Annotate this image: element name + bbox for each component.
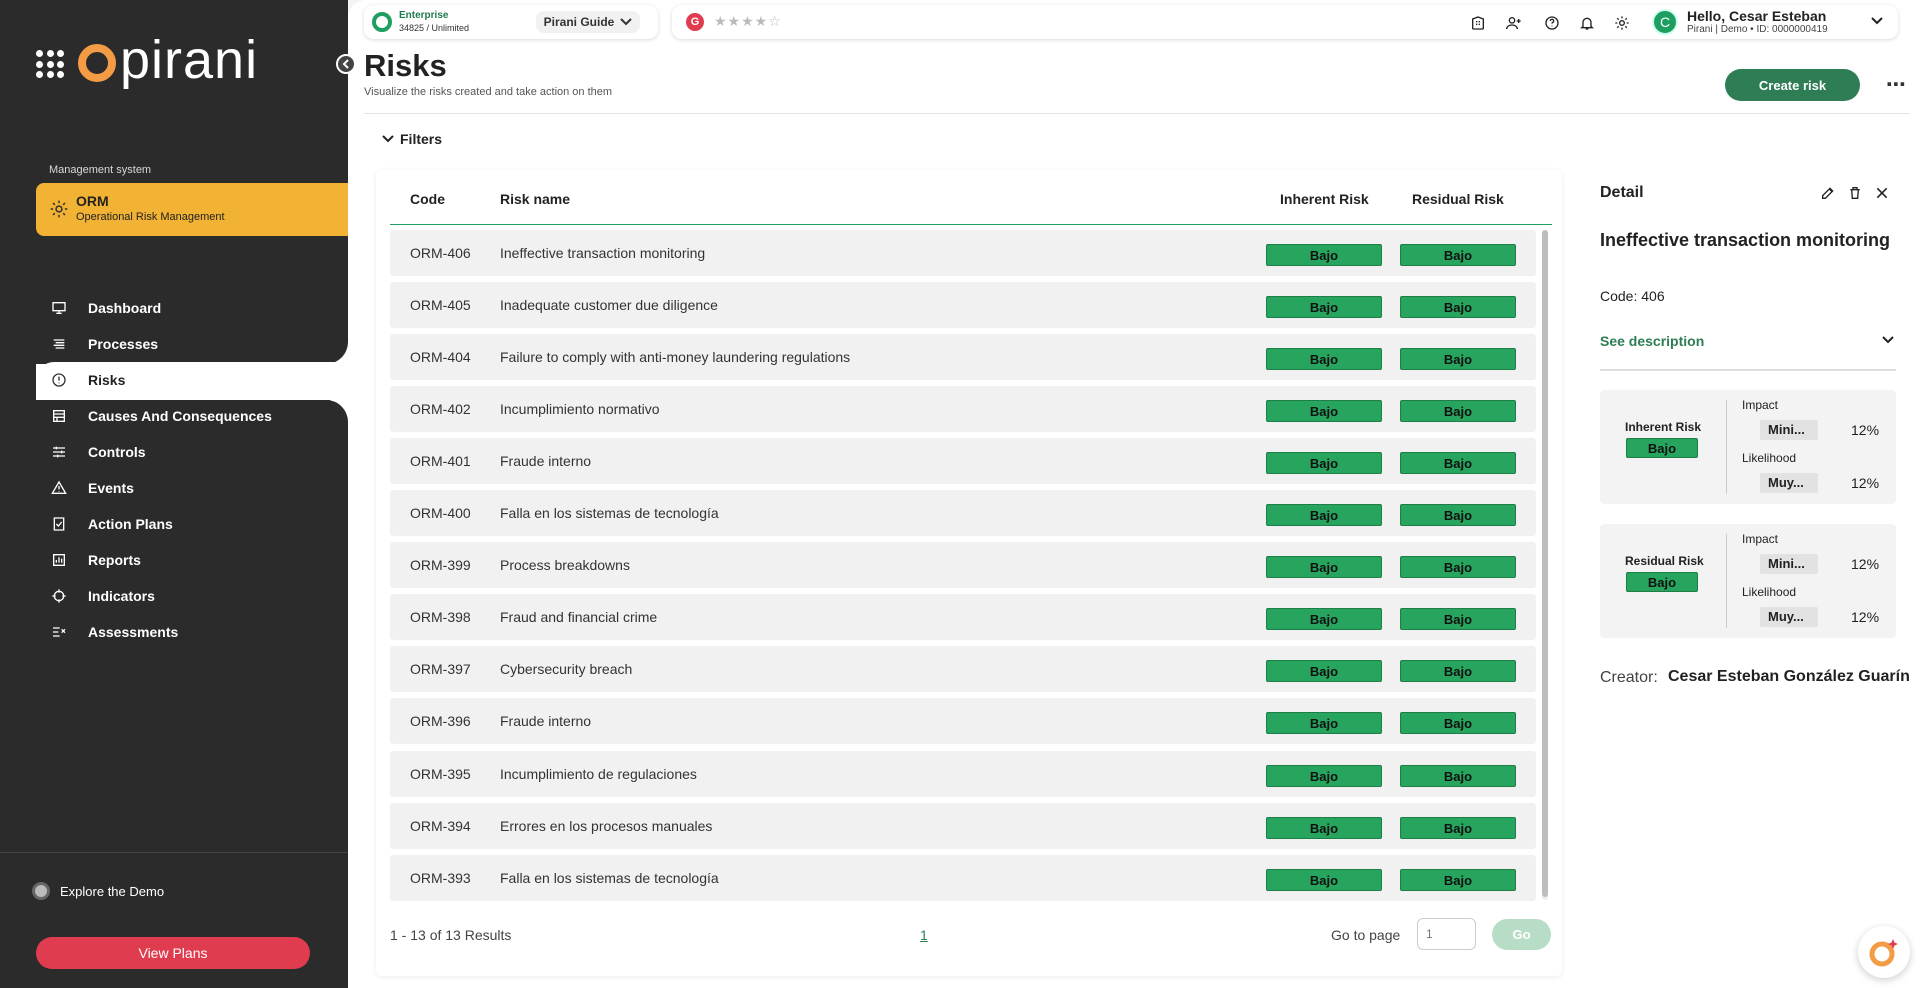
logo-text: pirani bbox=[120, 30, 259, 90]
help-icon[interactable] bbox=[1543, 14, 1561, 32]
row-risk-name: Incumplimiento de regulaciones bbox=[500, 766, 697, 782]
demo-toggle-icon bbox=[32, 882, 50, 900]
assistant-chat-button[interactable] bbox=[1858, 926, 1910, 978]
create-risk-button[interactable]: Create risk bbox=[1725, 69, 1860, 101]
inherent-risk-badge: Bajo bbox=[1266, 765, 1382, 787]
row-code: ORM-405 bbox=[410, 297, 471, 313]
impact-value: Mini... bbox=[1760, 420, 1818, 440]
assessment-icon bbox=[50, 623, 68, 641]
top-toolbar bbox=[672, 5, 1898, 39]
sidebar-divider bbox=[0, 852, 348, 853]
go-to-page-input[interactable] bbox=[1417, 918, 1476, 950]
residual-risk-summary bbox=[1600, 524, 1896, 638]
collapse-sidebar-button[interactable] bbox=[336, 54, 356, 74]
row-risk-name: Cybersecurity breach bbox=[500, 661, 633, 677]
module-selector[interactable] bbox=[36, 183, 348, 236]
list-icon bbox=[50, 335, 68, 353]
table-row[interactable] bbox=[390, 594, 1536, 640]
summary-divider bbox=[1726, 534, 1727, 628]
sidebar-item-label: Processes bbox=[88, 336, 159, 352]
checklist-icon bbox=[50, 515, 68, 533]
likelihood-label: Likelihood bbox=[1742, 585, 1797, 599]
inherent-risk-badge: Bajo bbox=[1266, 817, 1382, 839]
table-row[interactable] bbox=[390, 803, 1536, 849]
impact-percent: 12% bbox=[1851, 422, 1880, 438]
user-greeting: Hello, Cesar Esteban bbox=[1687, 8, 1827, 24]
inherent-risk-level-badge: Bajo bbox=[1626, 438, 1698, 458]
management-system-label: Management system bbox=[49, 164, 152, 176]
sliders-icon bbox=[50, 443, 68, 461]
plan-progress-icon bbox=[372, 12, 392, 32]
row-risk-name: Failure to comply with anti-money laundering regulations bbox=[500, 349, 851, 365]
summary-divider bbox=[1726, 400, 1727, 494]
residual-risk-badge: Bajo bbox=[1400, 660, 1516, 682]
inherent-risk-badge: Bajo bbox=[1266, 869, 1382, 891]
column-header-residual-risk[interactable]: Residual Risk bbox=[1412, 191, 1504, 207]
residual-risk-badge: Bajo bbox=[1400, 296, 1516, 318]
row-code: ORM-399 bbox=[410, 557, 471, 573]
residual-risk-badge: Bajo bbox=[1400, 712, 1516, 734]
column-header-inherent-risk[interactable]: Inherent Risk bbox=[1280, 191, 1369, 207]
residual-risk-level-badge: Bajo bbox=[1626, 572, 1698, 592]
residual-risk-badge: Bajo bbox=[1400, 817, 1516, 839]
edit-icon[interactable] bbox=[1820, 185, 1836, 201]
residual-risk-badge: Bajo bbox=[1400, 452, 1516, 474]
explore-demo-label: Explore the Demo bbox=[60, 883, 165, 899]
pagination-page[interactable]: 1 bbox=[920, 927, 928, 943]
inherent-risk-label: Inherent Risk bbox=[1625, 420, 1702, 434]
inherent-risk-badge: Bajo bbox=[1266, 660, 1382, 682]
sidebar-item-controls[interactable] bbox=[0, 434, 348, 470]
row-code: ORM-394 bbox=[410, 818, 471, 834]
inherent-risk-badge: Bajo bbox=[1266, 556, 1382, 578]
row-risk-name: Falla en los sistemas de tecnología bbox=[500, 870, 719, 886]
monitor-icon bbox=[50, 299, 68, 317]
residual-risk-badge: Bajo bbox=[1400, 400, 1516, 422]
chart-icon bbox=[50, 551, 68, 569]
warning-triangle-icon bbox=[50, 479, 68, 497]
page-subtitle: Visualize the risks created and take action on them bbox=[364, 86, 613, 98]
sidebar-item-action-plans[interactable] bbox=[0, 506, 348, 542]
inherent-risk-summary bbox=[1600, 390, 1896, 504]
residual-risk-badge: Bajo bbox=[1400, 504, 1516, 526]
row-code: ORM-404 bbox=[410, 349, 471, 365]
table-row[interactable] bbox=[390, 490, 1536, 536]
column-header-code[interactable]: Code bbox=[410, 191, 445, 207]
sidebar-item-events[interactable] bbox=[0, 470, 348, 506]
sidebar-item-causes[interactable] bbox=[0, 398, 348, 434]
assistant-icon bbox=[1867, 935, 1901, 969]
sidebar-item-label: Causes And Consequences bbox=[88, 408, 272, 424]
residual-risk-badge: Bajo bbox=[1400, 244, 1516, 266]
likelihood-percent: 12% bbox=[1851, 475, 1880, 491]
residual-risk-badge: Bajo bbox=[1400, 869, 1516, 891]
sidebar-item-indicators[interactable] bbox=[0, 578, 348, 614]
residual-risk-badge: Bajo bbox=[1400, 348, 1516, 370]
inherent-risk-badge: Bajo bbox=[1266, 504, 1382, 526]
plan-name: Enterprise bbox=[399, 10, 449, 21]
row-code: ORM-401 bbox=[410, 453, 471, 469]
row-code: ORM-397 bbox=[410, 661, 471, 677]
creator-name: Cesar Esteban González Guarín bbox=[1668, 668, 1910, 685]
sidebar-item-label: Risks bbox=[88, 372, 126, 388]
row-risk-name: Incumplimiento normativo bbox=[500, 401, 660, 417]
page-title: Risks bbox=[364, 48, 447, 83]
likelihood-label: Likelihood bbox=[1742, 451, 1797, 465]
sidebar-item-processes[interactable] bbox=[0, 326, 348, 362]
residual-risk-badge: Bajo bbox=[1400, 608, 1516, 630]
see-description-toggle[interactable]: See description bbox=[1600, 333, 1705, 349]
sidebar-item-label: Action Plans bbox=[88, 516, 173, 532]
sidebar-item-label: Reports bbox=[88, 552, 141, 568]
sidebar-item-label: Events bbox=[88, 480, 134, 496]
go-to-page-label: Go to page bbox=[1331, 927, 1401, 943]
module-subtitle: Operational Risk Management bbox=[76, 211, 225, 223]
sidebar bbox=[0, 0, 348, 988]
residual-risk-label: Residual Risk bbox=[1625, 554, 1704, 568]
detail-code: Code: 406 bbox=[1600, 288, 1665, 304]
chevron-down-icon[interactable] bbox=[1882, 336, 1894, 344]
row-code: ORM-395 bbox=[410, 766, 471, 782]
inherent-risk-badge: Bajo bbox=[1266, 296, 1382, 318]
sidebar-item-label: Controls bbox=[88, 444, 146, 460]
crosshair-icon bbox=[50, 587, 68, 605]
table-row[interactable] bbox=[390, 698, 1536, 744]
gear-icon bbox=[49, 199, 69, 219]
table-row[interactable] bbox=[390, 751, 1536, 797]
row-risk-name: Ineffective transaction monitoring bbox=[500, 245, 706, 261]
sidebar-item-label: Assessments bbox=[88, 624, 179, 640]
row-code: ORM-398 bbox=[410, 609, 471, 625]
table-body bbox=[390, 230, 1536, 902]
plan-usage: 34825 / Unlimited bbox=[399, 23, 470, 33]
apps-grid-icon[interactable] bbox=[36, 50, 64, 78]
sidebar-item-label: Dashboard bbox=[88, 300, 162, 316]
settings-gear-icon[interactable] bbox=[1613, 14, 1631, 32]
detail-heading: Detail bbox=[1600, 184, 1644, 201]
impact-percent: 12% bbox=[1851, 556, 1880, 572]
likelihood-value: Muy... bbox=[1760, 607, 1818, 627]
avatar[interactable]: C bbox=[1652, 9, 1678, 35]
sidebar-item-risks[interactable] bbox=[36, 362, 348, 398]
g2-review-icon[interactable]: G bbox=[686, 13, 704, 31]
row-risk-name: Fraud and financial crime bbox=[500, 609, 658, 625]
likelihood-percent: 12% bbox=[1851, 609, 1880, 625]
sidebar-nav bbox=[0, 290, 348, 650]
row-risk-name: Errores en los procesos manuales bbox=[500, 818, 713, 834]
row-risk-name: Process breakdowns bbox=[500, 557, 630, 573]
creator-label: Creator: bbox=[1600, 669, 1658, 686]
table-row[interactable] bbox=[390, 438, 1536, 484]
logo-ring-icon bbox=[78, 44, 116, 82]
add-user-icon[interactable] bbox=[1505, 14, 1523, 32]
chevron-left-icon bbox=[342, 59, 350, 69]
inherent-risk-badge: Bajo bbox=[1266, 452, 1382, 474]
impact-label: Impact bbox=[1742, 532, 1779, 546]
sidebar-item-reports[interactable] bbox=[0, 542, 348, 578]
results-count: 1 - 13 of 13 Results bbox=[390, 927, 512, 943]
bell-icon[interactable] bbox=[1578, 14, 1596, 32]
close-icon[interactable] bbox=[1874, 185, 1890, 201]
row-code: ORM-393 bbox=[410, 870, 471, 886]
detail-risk-name: Ineffective transaction monitoring bbox=[1600, 230, 1891, 250]
table-scrollbar-thumb[interactable] bbox=[1542, 230, 1548, 897]
residual-risk-badge: Bajo bbox=[1400, 556, 1516, 578]
user-details: Pirani | Demo • ID: 0000000419 bbox=[1687, 24, 1828, 35]
row-risk-name: Inadequate customer due diligence bbox=[500, 297, 718, 313]
view-plans-button[interactable]: View Plans bbox=[36, 937, 310, 969]
inherent-risk-badge: Bajo bbox=[1266, 608, 1382, 630]
inherent-risk-badge: Bajo bbox=[1266, 348, 1382, 370]
alert-circle-icon bbox=[50, 371, 68, 389]
impact-value: Mini... bbox=[1760, 554, 1818, 574]
pirani-logo bbox=[78, 30, 258, 90]
row-risk-name: Fraude interno bbox=[500, 713, 592, 729]
table-row[interactable] bbox=[390, 230, 1536, 276]
table-row[interactable] bbox=[390, 542, 1536, 588]
user-menu-chevron-icon[interactable] bbox=[1870, 14, 1884, 28]
inherent-risk-badge: Bajo bbox=[1266, 244, 1382, 266]
pirani-guide-dropdown[interactable] bbox=[536, 11, 640, 33]
table-header-underline bbox=[390, 224, 1552, 225]
inherent-risk-badge: Bajo bbox=[1266, 712, 1382, 734]
go-button[interactable]: Go bbox=[1492, 919, 1551, 950]
description-divider bbox=[1600, 369, 1896, 371]
table-row[interactable] bbox=[390, 855, 1536, 901]
filters-label: Filters bbox=[400, 131, 443, 147]
sidebar-item-assessments[interactable] bbox=[0, 614, 348, 650]
table-row[interactable] bbox=[390, 334, 1536, 380]
impact-label: Impact bbox=[1742, 398, 1779, 412]
plan-bar bbox=[364, 5, 658, 39]
sidebar-item-dashboard[interactable] bbox=[0, 290, 348, 326]
row-risk-name: Falla en los sistemas de tecnología bbox=[500, 505, 719, 521]
table-row[interactable] bbox=[390, 646, 1536, 692]
table-row[interactable] bbox=[390, 282, 1536, 328]
module-title: ORM bbox=[76, 193, 109, 209]
header-divider bbox=[364, 113, 1910, 114]
filters-toggle[interactable] bbox=[382, 131, 442, 147]
sidebar-item-label: Indicators bbox=[88, 588, 155, 604]
row-code: ORM-400 bbox=[410, 505, 471, 521]
causes-icon bbox=[50, 407, 68, 425]
chevron-down-icon bbox=[620, 18, 632, 26]
residual-risk-badge: Bajo bbox=[1400, 765, 1516, 787]
explore-demo-link[interactable] bbox=[32, 882, 164, 900]
row-code: ORM-406 bbox=[410, 245, 471, 261]
row-code: ORM-402 bbox=[410, 401, 471, 417]
chevron-down-icon bbox=[382, 135, 394, 143]
inherent-risk-badge: Bajo bbox=[1266, 400, 1382, 422]
row-risk-name: Fraude interno bbox=[500, 453, 592, 469]
row-code: ORM-396 bbox=[410, 713, 471, 729]
guide-label: Pirani Guide bbox=[543, 15, 615, 29]
more-options-icon[interactable]: ⋯ bbox=[1886, 74, 1907, 96]
column-header-risk-name[interactable]: Risk name bbox=[500, 191, 571, 207]
rating-stars[interactable]: ★★★★☆ bbox=[714, 13, 782, 29]
likelihood-value: Muy... bbox=[1760, 473, 1818, 493]
table-row[interactable] bbox=[390, 386, 1536, 432]
delete-icon[interactable] bbox=[1847, 185, 1863, 201]
building-icon[interactable] bbox=[1469, 14, 1487, 32]
